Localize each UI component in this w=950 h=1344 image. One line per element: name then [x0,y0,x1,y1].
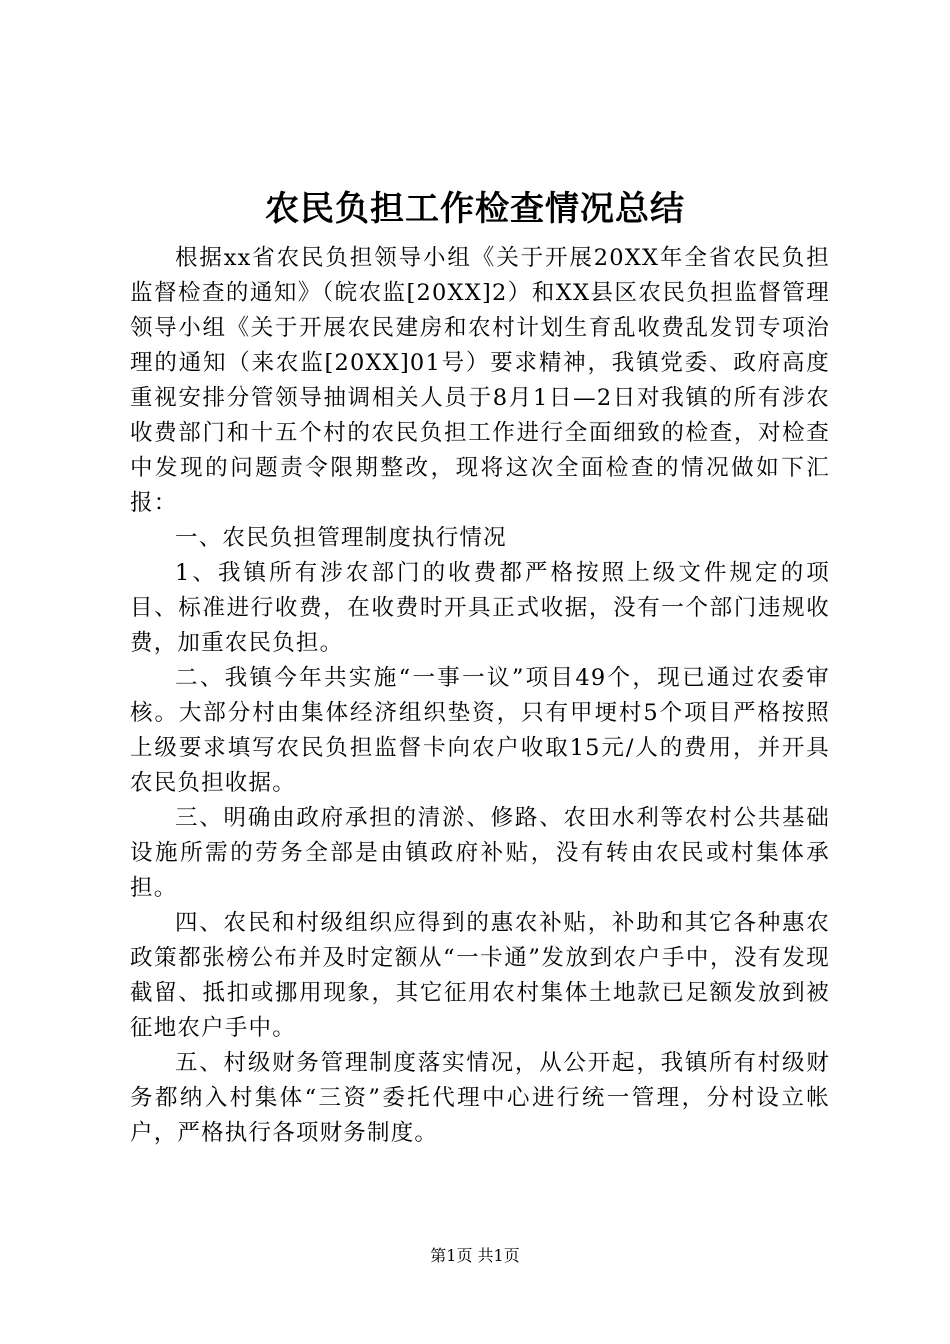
document-body [130,241,830,1151]
paragraph-section-2: 二、我镇今年共实施“一事一议”项目49个，现已通过农委审核。大部分村由集体经济组织垫资，只有甲埂村5个项目严格按照上级要求填写农民负担监督卡向农户收取15元/人的费用，并开具农民负担收据。 [130,665,830,796]
paragraph-item-1: 1、我镇所有涉农部门的收费都严格按照上级文件规定的项目、标准进行收费，在收费时开具正式收据，没有一个部门违规收费，加重农民负担。 [130,560,830,656]
paragraph-intro: 根据xx省农民负担领导小组《关于开展20XX年全省农民负担监督检查的通知》（皖农监[20XX]2）和XX县区农民负担监督管理领导小组《关于开展农民建房和农村计划生育乱收费乱发罚专项治理的通知（来农监[20XX]01号）要求精神，我镇党委、政府高度重视安排分管领导抽调相关人员于8月1日—2日对我镇的所有涉农收费部门和十五个村的农民负担工作进行全面细致的检查，对检查中发现的问题责令限期整改，现将这次全面检查的情况做如下汇报： [130,245,830,516]
paragraph-section-3: 三、明确由政府承担的清淤、修路、农田水利等农村公共基础设施所需的劳务全部是由镇政府补贴，没有转由农民或村集体承担。 [130,805,830,901]
paragraph-section-5: 五、村级财务管理制度落实情况，从公开起，我镇所有村级财务都纳入村集体“三资”委托代理中心进行统一管理，分村设立帐户，严格执行各项财务制度。 [130,1050,830,1146]
paragraph-section-4: 四、农民和村级组织应得到的惠农补贴，补助和其它各种惠农政策都张榜公布并及时定额从“一卡通”发放到农户手中，没有发现截留、抵扣或挪用现象，其它征用农村集体土地款已足额发放到被征地农户手中。 [130,910,830,1041]
document-title: 农民负担工作检查情况总结 [265,189,685,229]
section-heading-1: 一、农民负担管理制度执行情况 [175,525,507,551]
page-footer: 第1页 共1页 [430,1246,520,1265]
